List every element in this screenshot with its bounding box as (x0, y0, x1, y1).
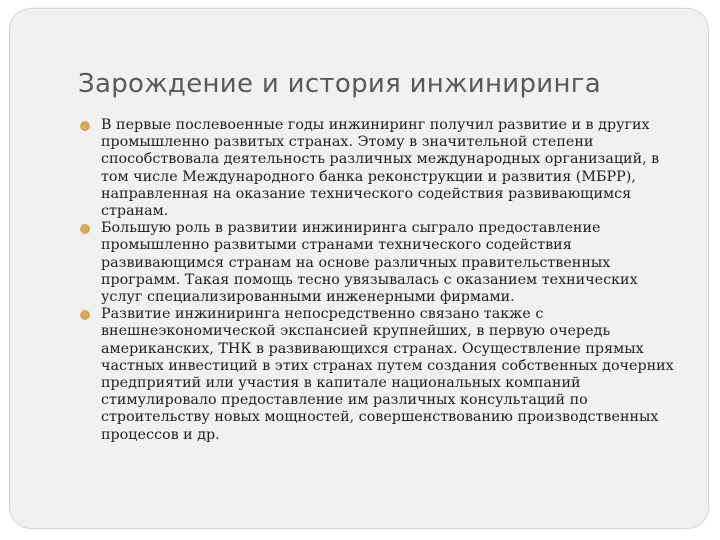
bullet-item (80, 220, 680, 306)
bullet-marker-icon (80, 310, 90, 320)
bullet-text: В первые послевоенные годы инжиниринг получил развитие и в других промышленно развитых странах. Этому в значительной степени способствовала деятельность различных международных организаций, в том числе Международного банка реконструкции и развития (МБРР), направленная на оказание технического содействия развивающимся странам. (101, 117, 660, 220)
bullet-item (80, 306, 680, 444)
bullet-marker-icon (80, 224, 90, 234)
bullet-item (80, 117, 680, 220)
bullet-text: Большую роль в развитии инжиниринга сыграло предоставление промышленно развитыми странами технического содействия развивающимся странам на основе различных правительственных программ. Такая помощь тесно увязывалась с оказанием технических услуг специализированными инженерными фирмами. (101, 220, 638, 306)
slide-title: Зарождение и история инжиниринга (78, 69, 601, 99)
bullet-text: Развитие инжиниринга непосредственно связано также с внешнеэкономической экспансией крупнейших, в первую очередь американских, ТНК в развивающихся странах. Осуществление прямых частных инвестиций в этих странах путем создания собственных дочерних предприятий или участия в капитале национальных компаний стимулировало предоставление им различных консультаций по строительству новых мощностей, совершенствованию производственных процессов и др. (101, 306, 674, 443)
bullet-list (80, 117, 680, 444)
bullet-marker-icon (80, 121, 90, 131)
